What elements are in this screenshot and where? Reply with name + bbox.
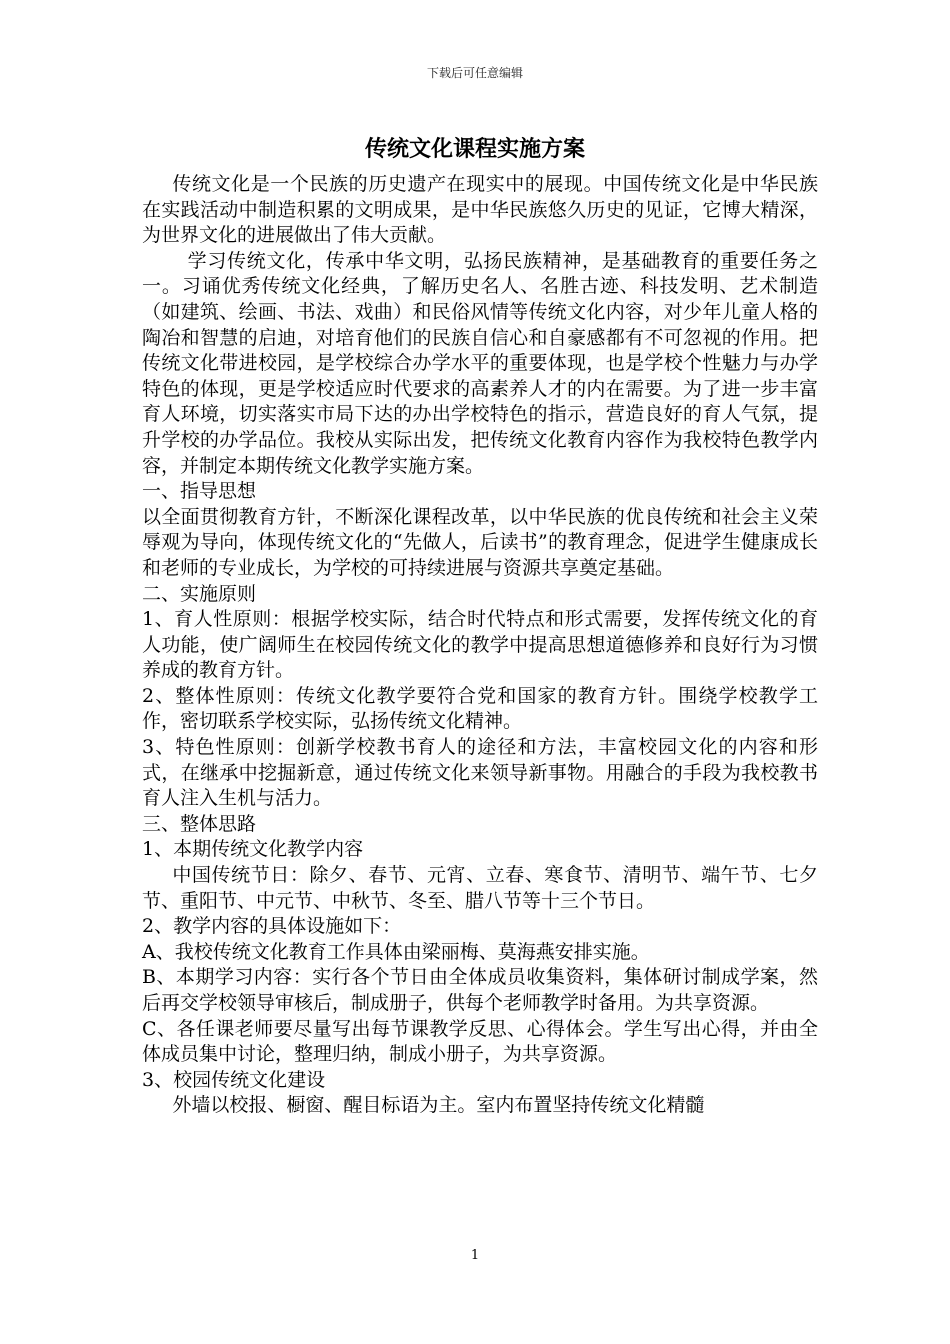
- paragraph-campus-culture: 外墙以校报、橱窗、醒目标语为主。室内布置坚持传统文化精髓: [172, 1094, 705, 1117]
- subheading-teaching-content: 1、本期传统文化教学内容: [142, 838, 364, 861]
- section-heading-overall-approach: 三、整体思路: [142, 812, 257, 835]
- paragraph-measure-b: B、本期学习内容：实行各个节日由全体成员收集资料，集体研讨制成学案，然后再交学校领导审核后，制成册子，供每个老师教学时备用。为共享资源。: [142, 966, 818, 1014]
- document-body: [142, 172, 818, 1119]
- paragraph-principle-3: 3、特色性原则：创新学校教书育人的途径和方法，丰富校园文化的内容和形式，在继承中挖掘新意，通过传统文化来领导新事物。用融合的手段为我校教书育人注入生机与活力。: [142, 736, 818, 810]
- paragraph-intro: 传统文化是一个民族的历史遗产在现实中的展现。中国传统文化是中华民族在实践活动中制造积累的文明成果，是中华民族悠久历史的见证，它博大精深，为世界文化的进展做出了伟大贡献。: [142, 173, 818, 247]
- header-note: 下载后可任意编辑: [426, 66, 523, 80]
- paragraph-principle-1: 1、育人性原则：根据学校实际，结合时代特点和形式需要，发挥传统文化的育人功能，使广阔师生在校园传统文化的教学中提高思想道德修养和良好行为习惯养成的教育方针。: [142, 608, 818, 682]
- document-title: 传统文化课程实施方案: [364, 136, 585, 162]
- section-heading-principles: 二、实施原则: [142, 582, 257, 605]
- paragraph-measure-c: C、各任课老师要尽量写出每节课教学反思、心得体会。学生写出心得，并由全体成员集中讨论，整理归纳，制成小册子，为共享资源。: [142, 1017, 818, 1066]
- subheading-campus-culture: 3、校园传统文化建设: [142, 1068, 326, 1091]
- section-heading-guiding-thought: 一、指导思想: [142, 480, 257, 503]
- subheading-measures: 2、教学内容的具体设施如下：: [142, 915, 402, 938]
- paragraph-guiding-thought: 以全面贯彻教育方针，不断深化课程改革，以中华民族的优良传统和社会主义荣辱观为导向，体现传统文化的“先做人，后读书”的教育理念，促进学生健康成长和老师的专业成长，为学校的可持续进展与资源共享奠定基础。: [142, 505, 818, 579]
- page-number: 1: [470, 1248, 480, 1263]
- paragraph-festivals: 中国传统节日：除夕、春节、元宵、立春、寒食节、清明节、端午节、七夕节、重阳节、中元节、中秋节、冬至、腊八节等十三个节日。: [142, 864, 818, 912]
- paragraph-learning: 学习传统文化，传承中华文明，弘扬民族精神，是基础教育的重要任务之一。习诵优秀传统文化经典，了解历史名人、名胜古迹、科技发明、艺术制造（如建筑、绘画、书法、戏曲）和民俗风情等传统文化内容，对少年儿童人格的陶冶和智慧的启迪，对培育他们的民族自信心和自豪感都有不可忽视的作用。把传统文化带进校园，是学校综合办学水平的重要体现，也是学校个性魅力与办学特色的体现，更是学校适应时代要求的高素养人才的内在需要。为了进一步丰富育人环境，切实落实市局下达的办出学校特色的指示，营造良好的育人气氛，提升学校的办学品位。我校从实际出发，把传统文化教育内容作为我校特色教学内容，并制定本期传统文化教学实施方案。: [142, 249, 818, 477]
- paragraph-measure-a: A、我校传统文化教育工作具体由梁丽梅、莫海燕安排实施。: [142, 940, 650, 963]
- paragraph-principle-2: 2、整体性原则：传统文化教学要符合党和国家的教育方针。围绕学校教学工作，密切联系学校实际，弘扬传统文化精神。: [142, 684, 818, 733]
